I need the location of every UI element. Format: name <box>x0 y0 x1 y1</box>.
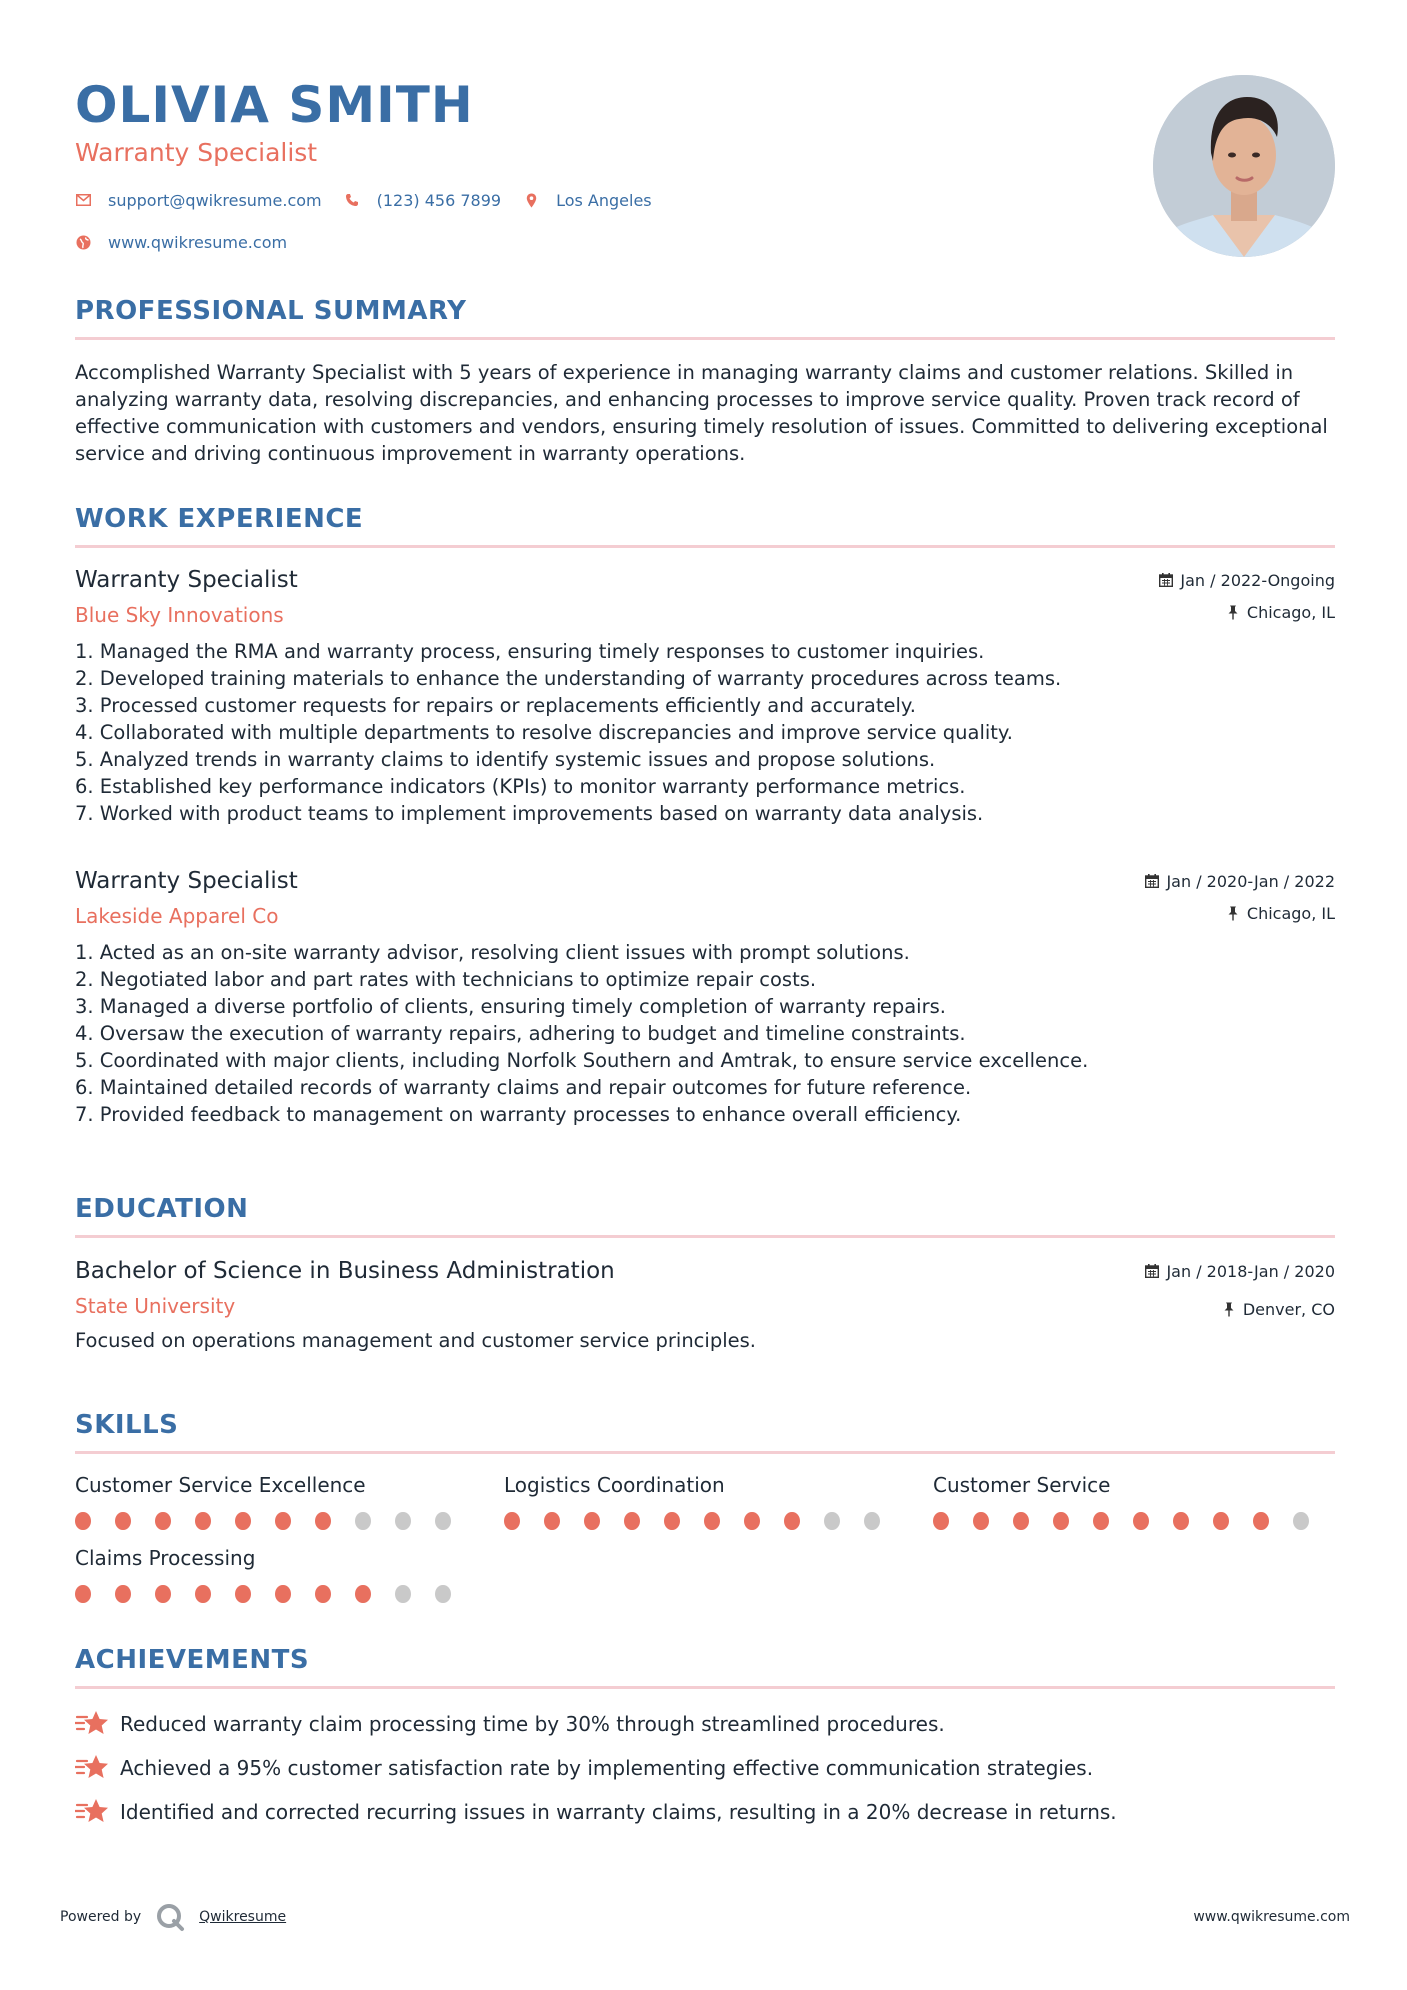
skill-rating <box>933 1512 1333 1530</box>
rating-dot-empty <box>435 1585 451 1603</box>
achievement-text: Reduced warranty claim processing time by 30% through streamlined procedures. <box>120 1712 945 1736</box>
duty-item: 4. Oversaw the execution of warranty repairs, adhering to budget and timeline constraints. <box>75 1022 966 1045</box>
skills-heading: SKILLS <box>75 1410 179 1440</box>
duty-item: 6. Established key performance indicators (KPIs) to monitor warranty performance metrics. <box>75 775 966 798</box>
duty-item: 4. Collaborated with multiple departments to resolve discrepancies and improve service quality. <box>75 721 1013 744</box>
rating-dot-empty <box>395 1585 411 1603</box>
experience-heading: WORK EXPERIENCE <box>75 504 364 534</box>
education-divider <box>75 1235 1335 1238</box>
duty-item: 2. Developed training materials to enhance the understanding of warranty procedures across teams. <box>75 667 1062 690</box>
star-badge-icon <box>75 1707 109 1741</box>
job-dates <box>1158 569 1335 591</box>
rating-dot-filled <box>315 1585 331 1603</box>
experience-divider <box>75 545 1335 548</box>
achievement-text: Achieved a 95% customer satisfaction rate by implementing effective communication strategies. <box>120 1756 1094 1780</box>
rating-dot-filled <box>75 1512 91 1530</box>
job-duties <box>75 638 1335 827</box>
contact-row <box>75 189 1335 211</box>
duty-item: 5. Coordinated with major clients, including Norfolk Southern and Amtrak, to ensure service excellence. <box>75 1049 1089 1072</box>
rating-dot-empty <box>824 1512 840 1530</box>
rating-dot-empty <box>395 1512 411 1530</box>
location-text: Los Angeles <box>556 190 652 210</box>
skill-rating <box>75 1585 475 1603</box>
skill-item <box>75 1472 475 1530</box>
footer-url[interactable]: www.qwikresume.com <box>1193 1909 1350 1925</box>
rating-dot-filled <box>75 1585 91 1603</box>
job-location-text: Chicago, IL <box>1246 903 1335 923</box>
job-dates-text: Jan / 2022-Ongoing <box>1180 570 1335 590</box>
website-text: www.qwikresume.com <box>108 232 288 252</box>
contact-location <box>523 191 652 210</box>
job-meta <box>1158 569 1335 633</box>
candidate-name: OLIVIA SMITH <box>75 76 474 134</box>
rating-dot-filled <box>704 1512 720 1530</box>
skill-rating <box>75 1512 475 1530</box>
achievement-text: Identified and corrected recurring issues in warranty claims, resulting in a 20% decrease in returns. <box>120 1800 1117 1824</box>
job-duties <box>75 939 1335 1128</box>
job-company: Lakeside Apparel Co <box>75 904 279 928</box>
rating-dot-empty <box>864 1512 880 1530</box>
contact-phone[interactable] <box>344 191 501 210</box>
calendar-icon <box>1144 1263 1160 1279</box>
duty-item: 1. Acted as an on-site warranty advisor, resolving client issues with prompt solutions. <box>75 941 910 964</box>
contact-row-2 <box>75 231 1335 253</box>
rating-dot-filled <box>624 1512 640 1530</box>
rating-dot-filled <box>744 1512 760 1530</box>
rating-dot-filled <box>504 1512 520 1530</box>
duty-item: 3. Managed a diverse portfolio of clients, ensuring timely completion of warranty repairs. <box>75 995 946 1018</box>
duty-item: 3. Processed customer requests for repairs or replacements efficiently and accurately. <box>75 694 916 717</box>
powered-by-label: Powered by <box>60 1909 142 1925</box>
avatar <box>1153 75 1335 257</box>
education-entry <box>75 1256 1335 1354</box>
contact-website[interactable] <box>75 233 287 252</box>
summary-heading: PROFESSIONAL SUMMARY <box>75 296 467 326</box>
summary-text: Accomplished Warranty Specialist with 5 years of experience in managing warranty claims and customer relations. Skilled in analyzing warranty data, resolving discrepancies, and enhancing processes to improve service quality. Proven track record of effective communication with customers and vendors, ensuring timely resolution of issues. Committed to delivering exceptional service and driving continuous improvement in warranty operations. <box>75 361 1328 465</box>
skill-item <box>75 1545 475 1603</box>
star-badge-icon <box>75 1751 109 1785</box>
rating-dot-filled <box>973 1512 989 1530</box>
skill-item <box>933 1472 1333 1530</box>
qwikresume-link[interactable]: Qwikresume <box>199 1909 287 1925</box>
job-location <box>1158 601 1335 623</box>
skill-name: Customer Service <box>933 1473 1111 1497</box>
rating-dot-filled <box>235 1585 251 1603</box>
resume-header <box>75 75 1335 265</box>
duty-item: 7. Provided feedback to management on warranty processes to enhance overall efficiency. <box>75 1103 962 1126</box>
education-dates-text: Jan / 2018-Jan / 2020 <box>1166 1261 1335 1281</box>
job-dates <box>1144 870 1335 892</box>
education-meta <box>1144 1260 1335 1330</box>
job-location-text: Chicago, IL <box>1246 602 1335 622</box>
rating-dot-filled <box>315 1512 331 1530</box>
duty-item: 7. Worked with product teams to implement improvements based on warranty data analysis. <box>75 802 984 825</box>
calendar-icon <box>1144 873 1160 889</box>
degree-title: Bachelor of Science in Business Administration <box>75 1258 615 1284</box>
achievements-divider <box>75 1686 1335 1689</box>
candidate-title: Warranty Specialist <box>75 138 318 167</box>
powered-by <box>60 1902 286 1932</box>
rating-dot-filled <box>1013 1512 1029 1530</box>
achievement-item <box>75 1751 1335 1785</box>
skills-divider <box>75 1451 1335 1454</box>
rating-dot-filled <box>155 1585 171 1603</box>
rating-dot-empty <box>435 1512 451 1530</box>
duty-item: 2. Negotiated labor and part rates with technicians to optimize repair costs. <box>75 968 817 991</box>
phone-icon <box>344 192 360 208</box>
skill-name: Logistics Coordination <box>504 1473 725 1497</box>
pushpin-icon <box>1225 604 1241 620</box>
rating-dot-filled <box>275 1512 291 1530</box>
achievements-heading: ACHIEVEMENTS <box>75 1645 310 1675</box>
rating-dot-filled <box>195 1512 211 1530</box>
job-title: Warranty Specialist <box>75 567 298 593</box>
job-meta <box>1144 870 1335 934</box>
rating-dot-filled <box>115 1585 131 1603</box>
rating-dot-filled <box>195 1585 211 1603</box>
rating-dot-filled <box>115 1512 131 1530</box>
rating-dot-filled <box>355 1585 371 1603</box>
skill-item <box>504 1472 904 1530</box>
job-location <box>1144 902 1335 924</box>
rating-dot-filled <box>544 1512 560 1530</box>
achievement-item <box>75 1795 1335 1829</box>
footer <box>60 1900 1350 1934</box>
duty-item: 5. Analyzed trends in warranty claims to identify systemic issues and propose solutions. <box>75 748 936 771</box>
rating-dot-filled <box>1093 1512 1109 1530</box>
star-badge-icon <box>75 1795 109 1829</box>
rating-dot-filled <box>1053 1512 1069 1530</box>
job-dates-text: Jan / 2020-Jan / 2022 <box>1166 871 1335 891</box>
skill-name: Customer Service Excellence <box>75 1473 366 1497</box>
envelope-icon <box>75 192 91 208</box>
rating-dot-filled <box>1133 1512 1149 1530</box>
skill-name: Claims Processing <box>75 1546 256 1570</box>
achievement-item <box>75 1707 1335 1741</box>
globe-icon <box>75 234 91 250</box>
school-name: State University <box>75 1294 236 1318</box>
calendar-icon <box>1158 572 1174 588</box>
job-entry <box>75 866 1335 1128</box>
education-location <box>1144 1298 1335 1320</box>
education-location-text: Denver, CO <box>1242 1299 1335 1319</box>
rating-dot-filled <box>933 1512 949 1530</box>
rating-dot-filled <box>584 1512 600 1530</box>
job-entry <box>75 565 1335 827</box>
job-title: Warranty Specialist <box>75 868 298 894</box>
rating-dot-filled <box>1253 1512 1269 1530</box>
duty-item: 6. Maintained detailed records of warranty claims and repair outcomes for future reference. <box>75 1076 972 1099</box>
duty-item: 1. Managed the RMA and warranty process, ensuring timely responses to customer inquiries. <box>75 640 985 663</box>
email-text: support@qwikresume.com <box>108 190 322 210</box>
phone-text: (123) 456 7899 <box>376 190 502 210</box>
map-pin-icon <box>523 192 539 208</box>
summary-divider <box>75 337 1335 340</box>
pushpin-icon <box>1221 1301 1237 1317</box>
contact-email[interactable] <box>75 191 322 210</box>
rating-dot-filled <box>235 1512 251 1530</box>
education-dates <box>1144 1260 1335 1282</box>
rating-dot-filled <box>664 1512 680 1530</box>
job-company: Blue Sky Innovations <box>75 603 284 627</box>
rating-dot-filled <box>784 1512 800 1530</box>
pushpin-icon <box>1225 905 1241 921</box>
rating-dot-empty <box>1293 1512 1309 1530</box>
skill-rating <box>504 1512 904 1530</box>
rating-dot-empty <box>355 1512 371 1530</box>
rating-dot-filled <box>155 1512 171 1530</box>
rating-dot-filled <box>1213 1512 1229 1530</box>
education-heading: EDUCATION <box>75 1194 249 1224</box>
rating-dot-filled <box>1173 1512 1189 1530</box>
qwikresume-logo-icon <box>155 1902 185 1932</box>
education-description: Focused on operations management and customer service principles. <box>75 1329 756 1352</box>
rating-dot-filled <box>275 1585 291 1603</box>
